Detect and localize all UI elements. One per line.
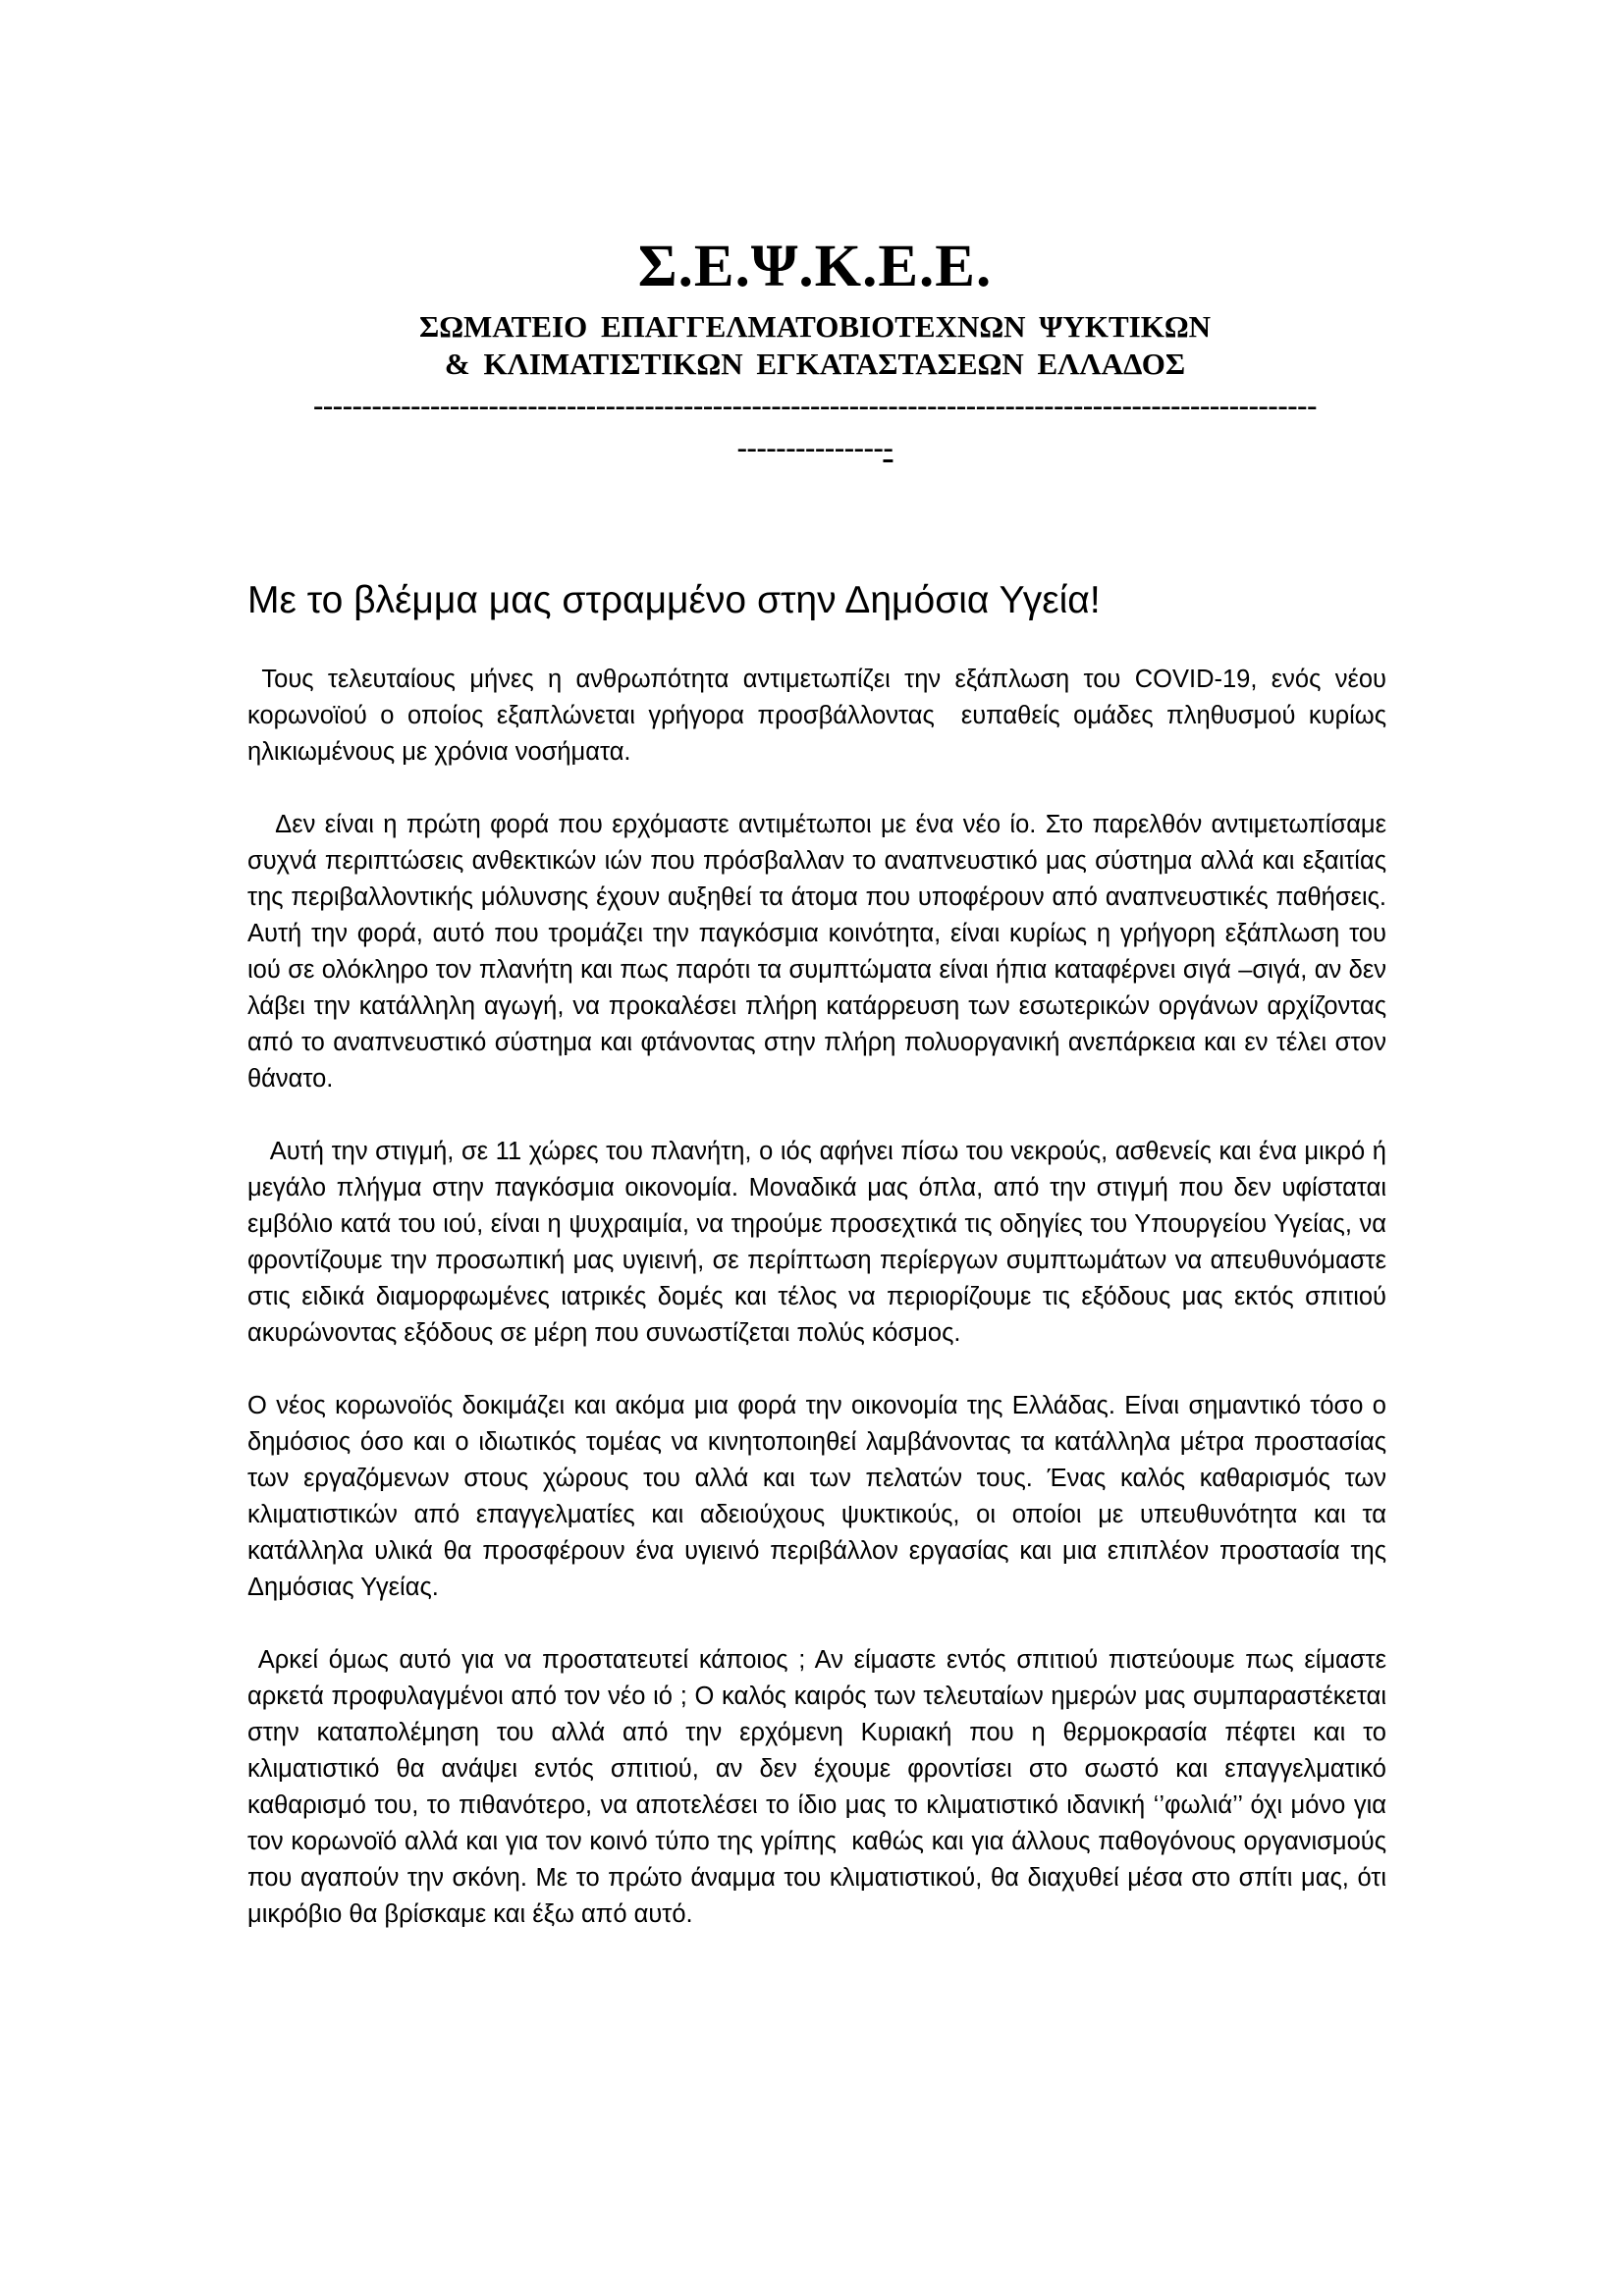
article-paragraph-1: Τους τελευταίους μήνες η ανθρωπότητα αντιμετωπίζει την εξάπλωση του COVID-19, ενός νέου κορωνοϊού ο οποίος εξαπλώνεται γρήγορα προσβάλλοντας ευπαθείς ομάδες πληθυσμού κυρίως ηλικιωμένους με χρόνια νοσήματα. bbox=[247, 666, 1394, 766]
organization-name-line-2: & ΚΛΙΜΑΤΙΣΤΙΚΩΝ ΕΓΚΑΤΑΣΤΑΣΕΩΝ ΕΛΛΑΔΟΣ bbox=[444, 347, 1186, 381]
organization-name-line-1: ΣΩΜΑΤΕΙΟ ΕΠΑΓΓΕΛΜΑΤΟΒΙΟΤΕΧΝΩΝ ΨΥΚΤΙΚΩΝ bbox=[418, 309, 1212, 344]
header-divider-tail: - bbox=[883, 430, 893, 464]
article-paragraph-5: Αρκεί όμως αυτό για να προστατευτεί κάποιος ; Αν είμαστε εντός σπιτιού πιστεύουμε πως είμαστε αρκετά προφυλαγμένοι από τον νέο ιό ; Ο καλός καιρός των τελευταίων ημερών μας συμπαραστέκεται στην καταπολέμηση του αλλά από την ερχόμενη Κυριακή που η θερμοκρασία πέφτει και το κλιματιστικό θα ανάψει εντός σπιτιού, αν δεν έχουμε φροντίσει στο σωστό και επαγγελματικό καθαρισμό του, το πιθανότερο, να αποτελέσει το ίδιο μας το κλιματιστικό ιδανική ‘’φωλιά’’ όχι μόνο για τον κορωνοϊό αλλά και για τον κοινό τύπο της γρίπης καθώς και για άλλους παθογόνους οργανισμούς που αγαπούν την σκόνη. Με το πρώτο άναμμα του κλιματιστικού, θα διαχυθεί μέσα στο σπίτι μας, ότι μικρόβιο θα βρίσκαμε και έξω από αυτό. bbox=[247, 1646, 1401, 1928]
article-paragraph-3: Αυτή την στιγμή, σε 11 χώρες του πλανήτη, ο ιός αφήνει πίσω του νεκρούς, ασθενείς και ένα μικρό ή μεγάλο πλήγμα στην παγκόσμια οικονομία. Μοναδικά μας όπλα, από την στιγμή που δεν υφίσταται εμβόλιο κατά του ιού, είναι η ψυχραιμία, να τηρούμε προσεχτικά τις οδηγίες του Υπουργείου Υγείας, να φροντίζουμε την προσωπική μας υγιεινή, σε περίπτωση περίεργων συμπτωμάτων να απευθυνόμαστε στις ειδικά διαμορφωμένες ιατρικές δομές και τέλος να περιορίζουμε τις εξόδους μας εκτός σπιτιού ακυρώνοντας εξόδους σε μέρη που συνωστίζεται πολύς κόσμος. bbox=[247, 1138, 1394, 1347]
header-divider-line: ------------------------------------------------------------------------------------------------------- bbox=[312, 388, 1318, 422]
header-divider-dashes: --------------- bbox=[736, 430, 884, 464]
article-paragraph-4: Ο νέος κορωνοϊός δοκιμάζει και ακόμα μια φορά την οικονομία της Ελλάδας. Είναι σημαντικό τόσο ο δημόσιος όσο και ο ιδιωτικός τομέας να κινητοποιηθεί λαμβάνοντας τα κατάλληλα μέτρα προστασίας των εργαζόμενων στους χώρους του αλλά και των πελατών τους. Ένας καλός καθαρισμός των κλιματιστικών από επαγγελματίες και αδειούχους ψυκτικούς, οι οποίοι με υπευθυνότητα και τα κατάλληλα υλικά θα προσφέρουν ένα υγιεινό περιβάλλον εργασίας και μια επιπλέον προστασία της Δημόσιας Υγείας. bbox=[247, 1392, 1394, 1601]
article-body bbox=[247, 662, 1401, 1969]
header-divider-continuation bbox=[245, 428, 1384, 467]
article-paragraph-2: Δεν είναι η πρώτη φορά που ερχόμαστε αντιμέτωποι με ένα νέο ίο. Στο παρελθόν αντιμετωπίσαμε συχνά περιπτώσεις ανθεκτικών ιών που πρόσβαλλαν το αναπνευστικό μας σύστημα αλλά και εξαιτίας της περιβαλλοντικής μόλυνσης έχουν αυξηθεί τα άτομα που υποφέρουν από αναπνευστικές παθήσεις. Αυτή την φορά, αυτό που τρομάζει την παγκόσμια κοινότητα, είναι κυρίως η γρήγορη εξάπλωση του ιού σε ολόκληρο τον πλανήτη και πως παρότι τα συμπτώματα είναι ήπια καταφέρνει σιγά –σιγά, αν δεν λάβει την κατάλληλη αγωγή, να προκαλέσει πλήρη κατάρρευση των εσωτερικών οργάνων αρχίζοντας από το αναπνευστικό σύστημα και φτάνοντας στην πλήρη πολυοργανική ανεπάρκεια και εν τέλει στον θάνατο. bbox=[247, 811, 1394, 1093]
article-title: Με το βλέμμα μας στραμμένο στην Δημόσια Υγεία! bbox=[247, 579, 1101, 621]
letterhead bbox=[245, 232, 1384, 467]
organization-acronym: Σ.Ε.Ψ.Κ.Ε.Ε. bbox=[637, 234, 993, 299]
